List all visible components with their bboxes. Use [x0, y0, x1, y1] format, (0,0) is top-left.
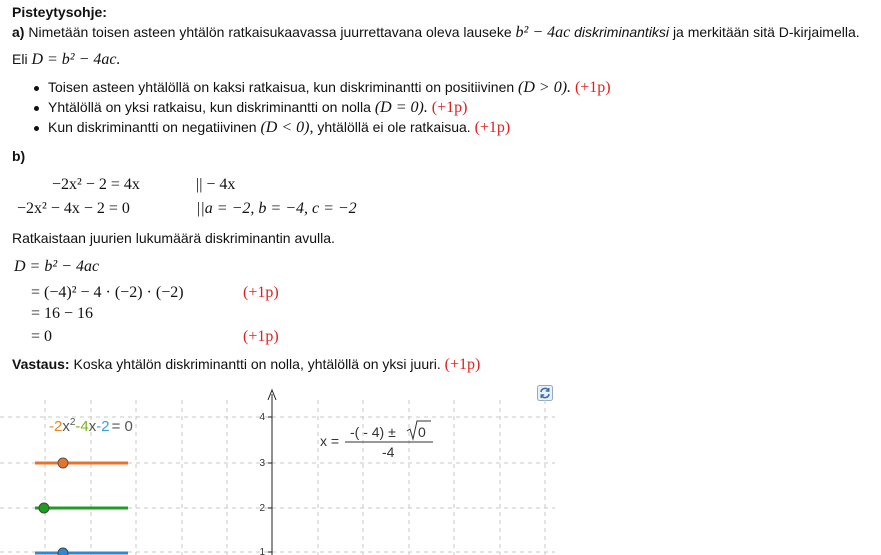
- formula-numerator: -( - 4) ±: [350, 424, 396, 440]
- bullet-2-text: Yhtälöllä on yksi ratkaisu, kun diskriminantti on nolla: [48, 99, 371, 115]
- coefficient-c: -2: [96, 418, 110, 435]
- discriminant-term: diskriminantiksi: [574, 24, 670, 40]
- calc-line-3: = 16 − 16: [31, 305, 94, 322]
- calc-line-2: = (−4)² − 4 · (−2) · (−2): [31, 284, 184, 301]
- discriminant-formula: D = b² − 4ac.: [31, 51, 121, 68]
- equation-line-1-right: || − 4x: [196, 176, 236, 193]
- bullet-3-text: Kun diskriminantti on negatiivinen: [48, 119, 257, 135]
- y-tick-label: 2: [259, 503, 265, 514]
- y-tick-label: 4: [259, 412, 265, 423]
- answer-line: [12, 355, 480, 374]
- bullet-item-1: [48, 78, 611, 97]
- bullet-1-points: (+1p): [574, 79, 611, 96]
- y-tick-label: 3: [259, 458, 265, 469]
- discriminant-expression: b² − 4ac: [515, 24, 571, 41]
- a-slider[interactable]: [35, 458, 128, 468]
- coefficient-b: -4: [75, 418, 89, 435]
- eli-line: [12, 50, 121, 69]
- part-a-text-after: ja merkitään sitä D-kirjaimella.: [672, 24, 860, 40]
- calc-line-2-points: (+1p): [243, 284, 279, 301]
- bullet-1-text: Toisen asteen yhtälöllä on kaksi ratkaisua, kun diskriminantti on positiivinen: [48, 79, 515, 95]
- answer-points: (+1p): [444, 356, 481, 373]
- calc-line-1: D = b² − 4ac: [14, 258, 100, 275]
- c-slider[interactable]: [35, 548, 128, 555]
- equation-rhs: = 0: [111, 418, 133, 435]
- b-slider[interactable]: [35, 503, 128, 513]
- bullet-item-3: [48, 118, 510, 137]
- equation-line-2-left: −2x² − 4x − 2 = 0: [17, 200, 130, 217]
- x2-symbol: x: [62, 418, 70, 435]
- bullet-3-condition: (D < 0),: [260, 119, 314, 136]
- bullet-3-points: (+1p): [474, 119, 511, 136]
- exponent: 2: [69, 417, 76, 428]
- equation-line-1-left: −2x² − 2 = 4x: [52, 176, 140, 193]
- page-heading: Pisteytysohje:: [12, 4, 107, 20]
- formula-lhs: x =: [320, 433, 340, 449]
- part-a-intro: [12, 23, 860, 42]
- formula-radicand: 0: [418, 424, 426, 440]
- answer-label: Vastaus:: [12, 356, 70, 372]
- answer-text: Koska yhtälön diskriminantti on nolla, yhtälöllä on yksi juuri.: [73, 356, 441, 372]
- y-axis: [268, 390, 276, 555]
- formula-denominator: -4: [382, 444, 395, 460]
- part-b-label: b): [12, 148, 26, 164]
- calc-line-4-points: (+1p): [243, 328, 279, 345]
- bullet-dot: [34, 126, 39, 131]
- coefficient-a: -2: [49, 418, 63, 435]
- equation-line-2-right: ||a = −2, b = −4, c = −2: [196, 200, 357, 217]
- geogebra-applet[interactable]: [0, 380, 881, 555]
- bullet-1-condition: (D > 0).: [518, 79, 572, 96]
- x-symbol: x: [88, 418, 97, 435]
- bullet-2-points: (+1p): [431, 99, 468, 116]
- bullet-dot: [34, 86, 39, 91]
- bullet-dot: [34, 106, 39, 111]
- bullet-3-tail: yhtälöllä ei ole ratkaisua.: [317, 119, 471, 135]
- quadratic-equation-label: [49, 417, 133, 435]
- bullet-2-condition: (D = 0).: [374, 99, 428, 116]
- y-tick-label: 1: [259, 547, 265, 555]
- bullet-item-2: [48, 98, 467, 117]
- calc-line-4: = 0: [31, 328, 53, 345]
- part-a-label: a): [12, 24, 25, 40]
- eli-label: Eli: [12, 51, 28, 67]
- quadratic-formula: [320, 421, 433, 460]
- instruction-text: Ratkaistaan juurien lukumäärä diskriminantin avulla.: [12, 230, 335, 246]
- part-a-text-before: Nimetään toisen asteen yhtälön ratkaisukaavassa juurrettavana oleva lauseke: [28, 24, 512, 40]
